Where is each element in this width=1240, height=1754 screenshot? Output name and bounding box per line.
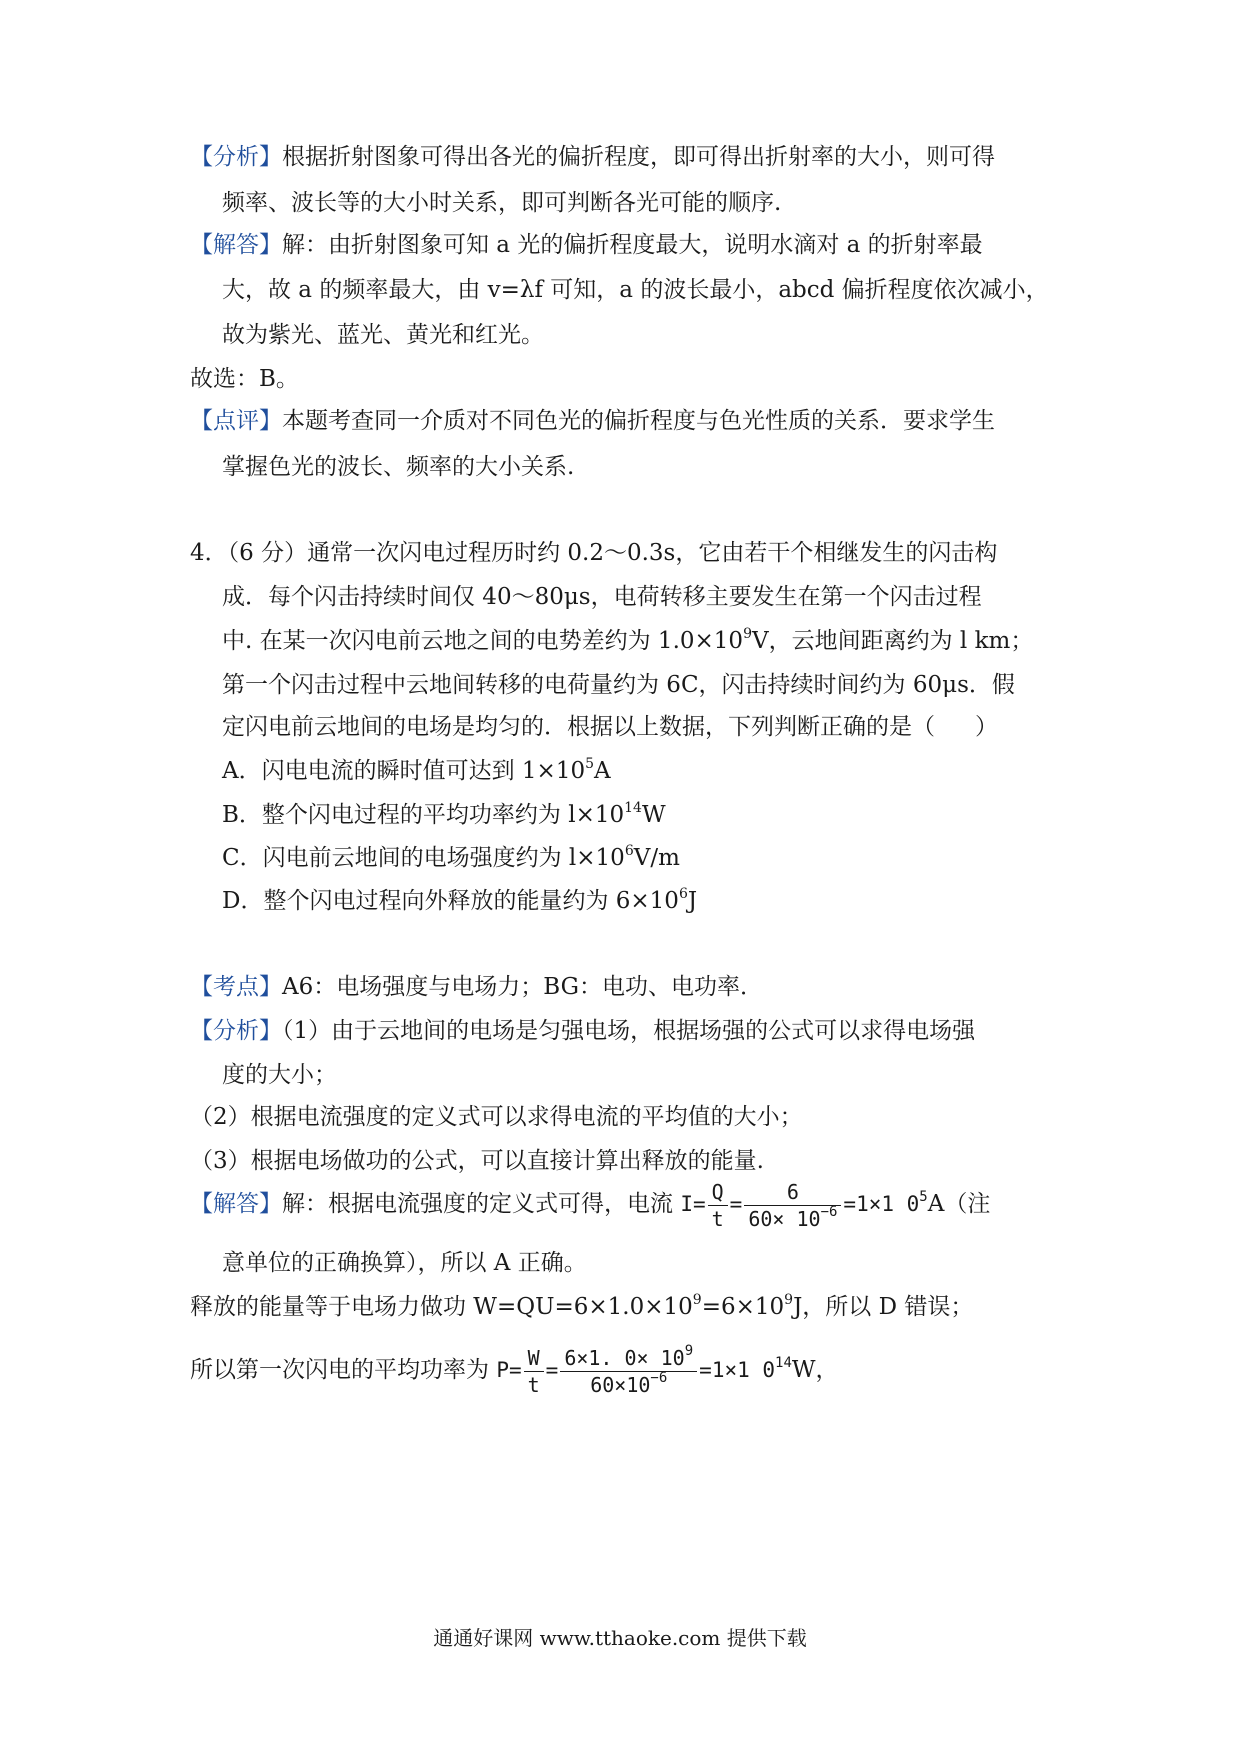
option-a[interactable]: A．闪电电流的瞬时值可达到 $1\times 10^5A$ — [222, 756, 611, 784]
analysis-paragraph — [190, 142, 995, 172]
comment-text: 本题考查同一介质对不同色光的偏折程度与色光性质的关系．要求学生 — [282, 408, 995, 434]
solution-text: 解：由折射图象可知 a 光的偏折程度最大，说明水滴对 a 的折射率最 — [282, 232, 983, 258]
power-formula: P= $\frac{W}{t}$ = $\frac{6\times 1. 0\times 10^9}{60\times 10^{-6}}$ =1×1 $0^{14}$ — [496, 1342, 792, 1397]
solution-paragraph-2: 【解答】解：根据电流强度的定义式可得，电流 I= $\frac{Q}{t}$ = $\frac{6}{60\times 10^{-6}}$ =1×1 $0^5A$（注 — [190, 1179, 991, 1231]
option-c[interactable]: C．闪电前云地间的电场强度约为 $l\times 10^6V/m$ — [222, 843, 680, 871]
comment-text-cont: 掌握色光的波长、频率的大小关系. — [222, 454, 575, 480]
footer-credit: 通通好课网 www.tthaoke.com 提供下载 — [433, 1626, 807, 1650]
analysis-text-cont-2: 度的大小； — [222, 1062, 337, 1088]
comment-tag: 【点评】 — [190, 408, 282, 434]
question-4-stem-cont: 成．每个闪击持续时间仅 40～80μs，电荷转移主要发生在第一个闪击过程 — [222, 584, 982, 610]
knowledge-tag: 【考点】 — [190, 974, 282, 1000]
solution-text-cont: 故为紫光、蓝光、黄光和红光。 — [222, 322, 544, 348]
solution-tag: 【解答】 — [190, 232, 282, 258]
power-line: 所以第一次闪电的平均功率为 P= $\frac{W}{t}$ = $\frac{6\times 1. 0\times 10^9}{60\times 10^{-6}}$ =1×1 $0^{14}W$， — [190, 1342, 839, 1397]
question-4-stem-cont: 定闪电前云地间的电场是均匀的．根据以上数据，下列判断正确的是（ ） — [222, 714, 998, 740]
analysis-step-2: （2）根据电流强度的定义式可以求得电流的平均值的大小； — [190, 1104, 803, 1130]
knowledge-point: 【考点】A6：电场强度与电场力；BG：电功、电功率． — [190, 974, 763, 1000]
solution-tag-2: 【解答】 — [190, 1191, 282, 1217]
analysis-text: 根据折射图象可得出各光的偏折程度，即可得出折射率的大小，则可得 — [282, 144, 995, 170]
current-formula: I= $\frac{Q}{t}$ = $\frac{6}{60\times 10^{-6}}$ =1×1 $0^5$ — [680, 1179, 928, 1231]
question-4-stem-cont: 第一个闪击过程中云地间转移的电荷量约为 6C，闪击持续时间约为 60μs．假 — [222, 672, 1015, 698]
analysis-tag-2: 【分析】 — [190, 1018, 282, 1044]
solution-text-cont: 大，故 a 的频率最大，由 v=λf 可知，a 的波长最小，abcd 偏折程度依次减小， — [222, 277, 1049, 303]
option-b[interactable]: B．整个闪电过程的平均功率约为 $l\times 10^{14}W$ — [222, 800, 666, 828]
solution-text-cont-2: 意单位的正确换算），所以 A 正确。 — [222, 1250, 587, 1276]
question-4-stem-cont: 中. 在某一次闪电前云地之间的电势差约为 $1.0\times 10^9V$，云地间距离约为 l km； — [222, 626, 1034, 654]
analysis-paragraph-2: 【分析】（1）由于云地间的电场是匀强电场，根据场强的公式可以求得电场强 — [190, 1018, 976, 1044]
comment-paragraph — [190, 406, 995, 436]
question-4-stem: 4．（6 分）通常一次闪电过程历时约 0.2～0.3s，它由若干个相继发生的闪击构 — [190, 540, 998, 566]
analysis-tag: 【分析】 — [190, 144, 282, 170]
analysis-step-3: （3）根据电场做功的公式，可以直接计算出释放的能量. — [190, 1148, 764, 1174]
solution-paragraph — [190, 230, 983, 260]
answer-line: 故选：B。 — [190, 366, 299, 392]
energy-line: 释放的能量等于电场力做功 $W=QU=6\times 1.0\times 10^9=6\times 10^9J$，所以 D 错误； — [190, 1292, 974, 1320]
option-d[interactable]: D．整个闪电过程向外释放的能量约为 $6\times 10^6J$ — [222, 886, 698, 914]
analysis-text-cont: 频率、波长等的大小时关系，即可判断各光可能的顺序. — [222, 190, 782, 216]
